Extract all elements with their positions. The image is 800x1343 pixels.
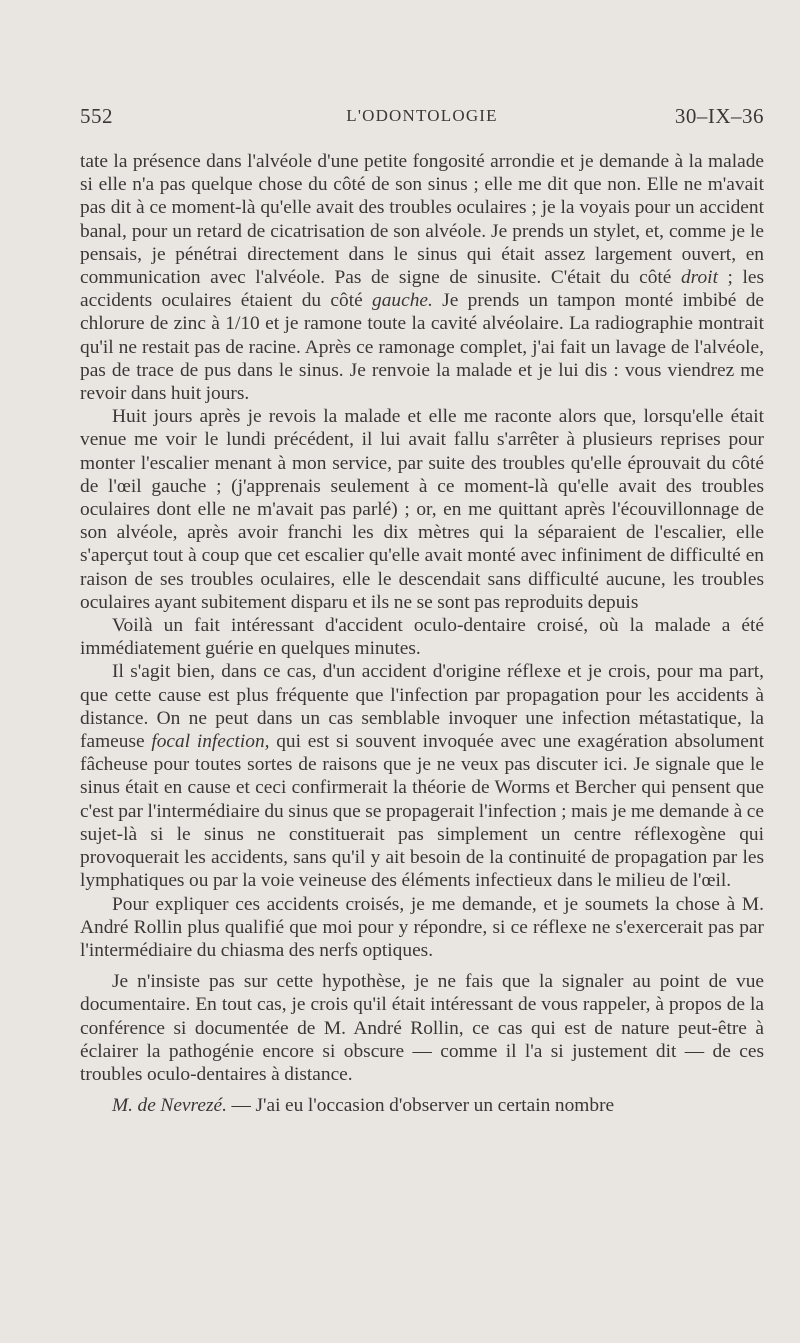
paragraph-4: Il s'agit bien, dans ce cas, d'un accident d'origine réflexe et je crois, pour ma part, que cette cause est plus fréquente que l'infection par propagation pour les accidents à distance. On ne peut dans un cas semblable invoquer une infection métastatique, la fameuse focal infection, qui est si souvent invoquée avec une exagération absolument fâcheuse pour toutes sortes de raisons que je ne veux pas discuter ici. Je signale que le sinus était en cause et ceci confirmerait la théorie de Worms et Bercher qui pensent que c'est par l'intermédiaire du sinus que se propagerait l'infection ; mais je me demande à ce sujet-là si le sinus ne constituerait pas simplement un centre réflexogène qui provoquerait les accidents, sans qu'il y ait besoin de la continuité de propagation par les lymphatiques ou par la voie veineuse des éléments infectieux dans le milieu de l'œil. [80, 661, 764, 892]
paragraph-6: Je n'insiste pas sur cette hypothèse, je ne fais que la signaler au point de vue documentaire. En tout cas, je crois qu'il était intéressant de vous rappeler, à propos de la conférence si documentée de M. André Rollin, ce cas qui est de nature peut-être à éclairer la pathogénie encore si obscure — comme il l'a si justement dit — de ces troubles oculo-dentaires à distance. [80, 971, 764, 1085]
paragraph-5: Pour expliquer ces accidents croisés, je me demande, et je soumets la chose à M. André Rollin plus qualifié que moi pour y répondre, si ce réflexe ne s'exercerait pas par l'intermédiaire du chiasma des nerfs optiques. [80, 893, 764, 961]
article-body [80, 150, 764, 1117]
issue-date: 30–IX–36 [674, 104, 764, 128]
page-number: 552 [80, 104, 113, 128]
running-header [80, 100, 764, 134]
paragraph-2: Huit jours après je revois la malade et elle me raconte alors que, lorsqu'elle était venue me voir le lundi précédent, il lui avait fallu s'arrêter à plusieurs reprises pour monter l'escalier menant à mon service, par suite des troubles qu'elle éprouvait du côté de l'œil gauche ; (j'apprenais seulement à ce moment-là qu'elle avait des troubles oculaires dont elle ne m'avait pas parlé) ; or, en me quittant après l'écouvillonnage de son alvéole, après avoir franchi les dix mètres qui la séparaient de l'escalier, elle s'aperçut tout à coup que cet escalier qu'elle avait monté avec infiniment de difficulté en raison de ses troubles oculaires, elle le descendait sans difficulté aucune, les troubles oculaires ayant subitement disparu et ils ne se sont pas reproduits depuis [80, 406, 764, 613]
journal-title: L'ODONTOLOGIE [346, 106, 498, 125]
speaker-name: M. de Nevrezé. [112, 1095, 227, 1117]
paragraph-7: M. de Nevrezé. — J'ai eu l'occasion d'observer un certain nombre [112, 1095, 615, 1117]
paragraph-3: Voilà un fait intéressant d'accident oculo-dentaire croisé, où la malade a été immédiatement guérie en quelques minutes. [80, 615, 764, 660]
paragraph-1: tate la présence dans l'alvéole d'une petite fongosité arrondie et je demande à la malade si elle n'a pas quelque chose du côté de son sinus ; elle me dit que non. Elle ne m'avait pas dit à ce moment-là qu'elle avait des troubles oculaires ; je la voyais pour un accident banal, pour un retard de cicatrisation de son alvéole. Je prends un stylet, et, comme je le pensais, je pénétrai directement dans le sinus qui était assez largement ouvert, en communication avec l'alvéole. Pas de signe de sinusite. C'était du côté droit ; les accidents oculaires étaient du côté gauche. Je prends un tampon monté imbibé de chlorure de zinc à 1/10 et je ramone toute la cavité alvéolaire. La radiographie montrait qu'il ne restait pas de racine. Après ce ramonage complet, j'ai fait un lavage de l'alvéole, pas de trace de pus dans le sinus. Je renvoie la malade et je lui dis : vous viendrez me revoir dans huit jours. [80, 151, 765, 405]
document-page [80, 100, 764, 1117]
